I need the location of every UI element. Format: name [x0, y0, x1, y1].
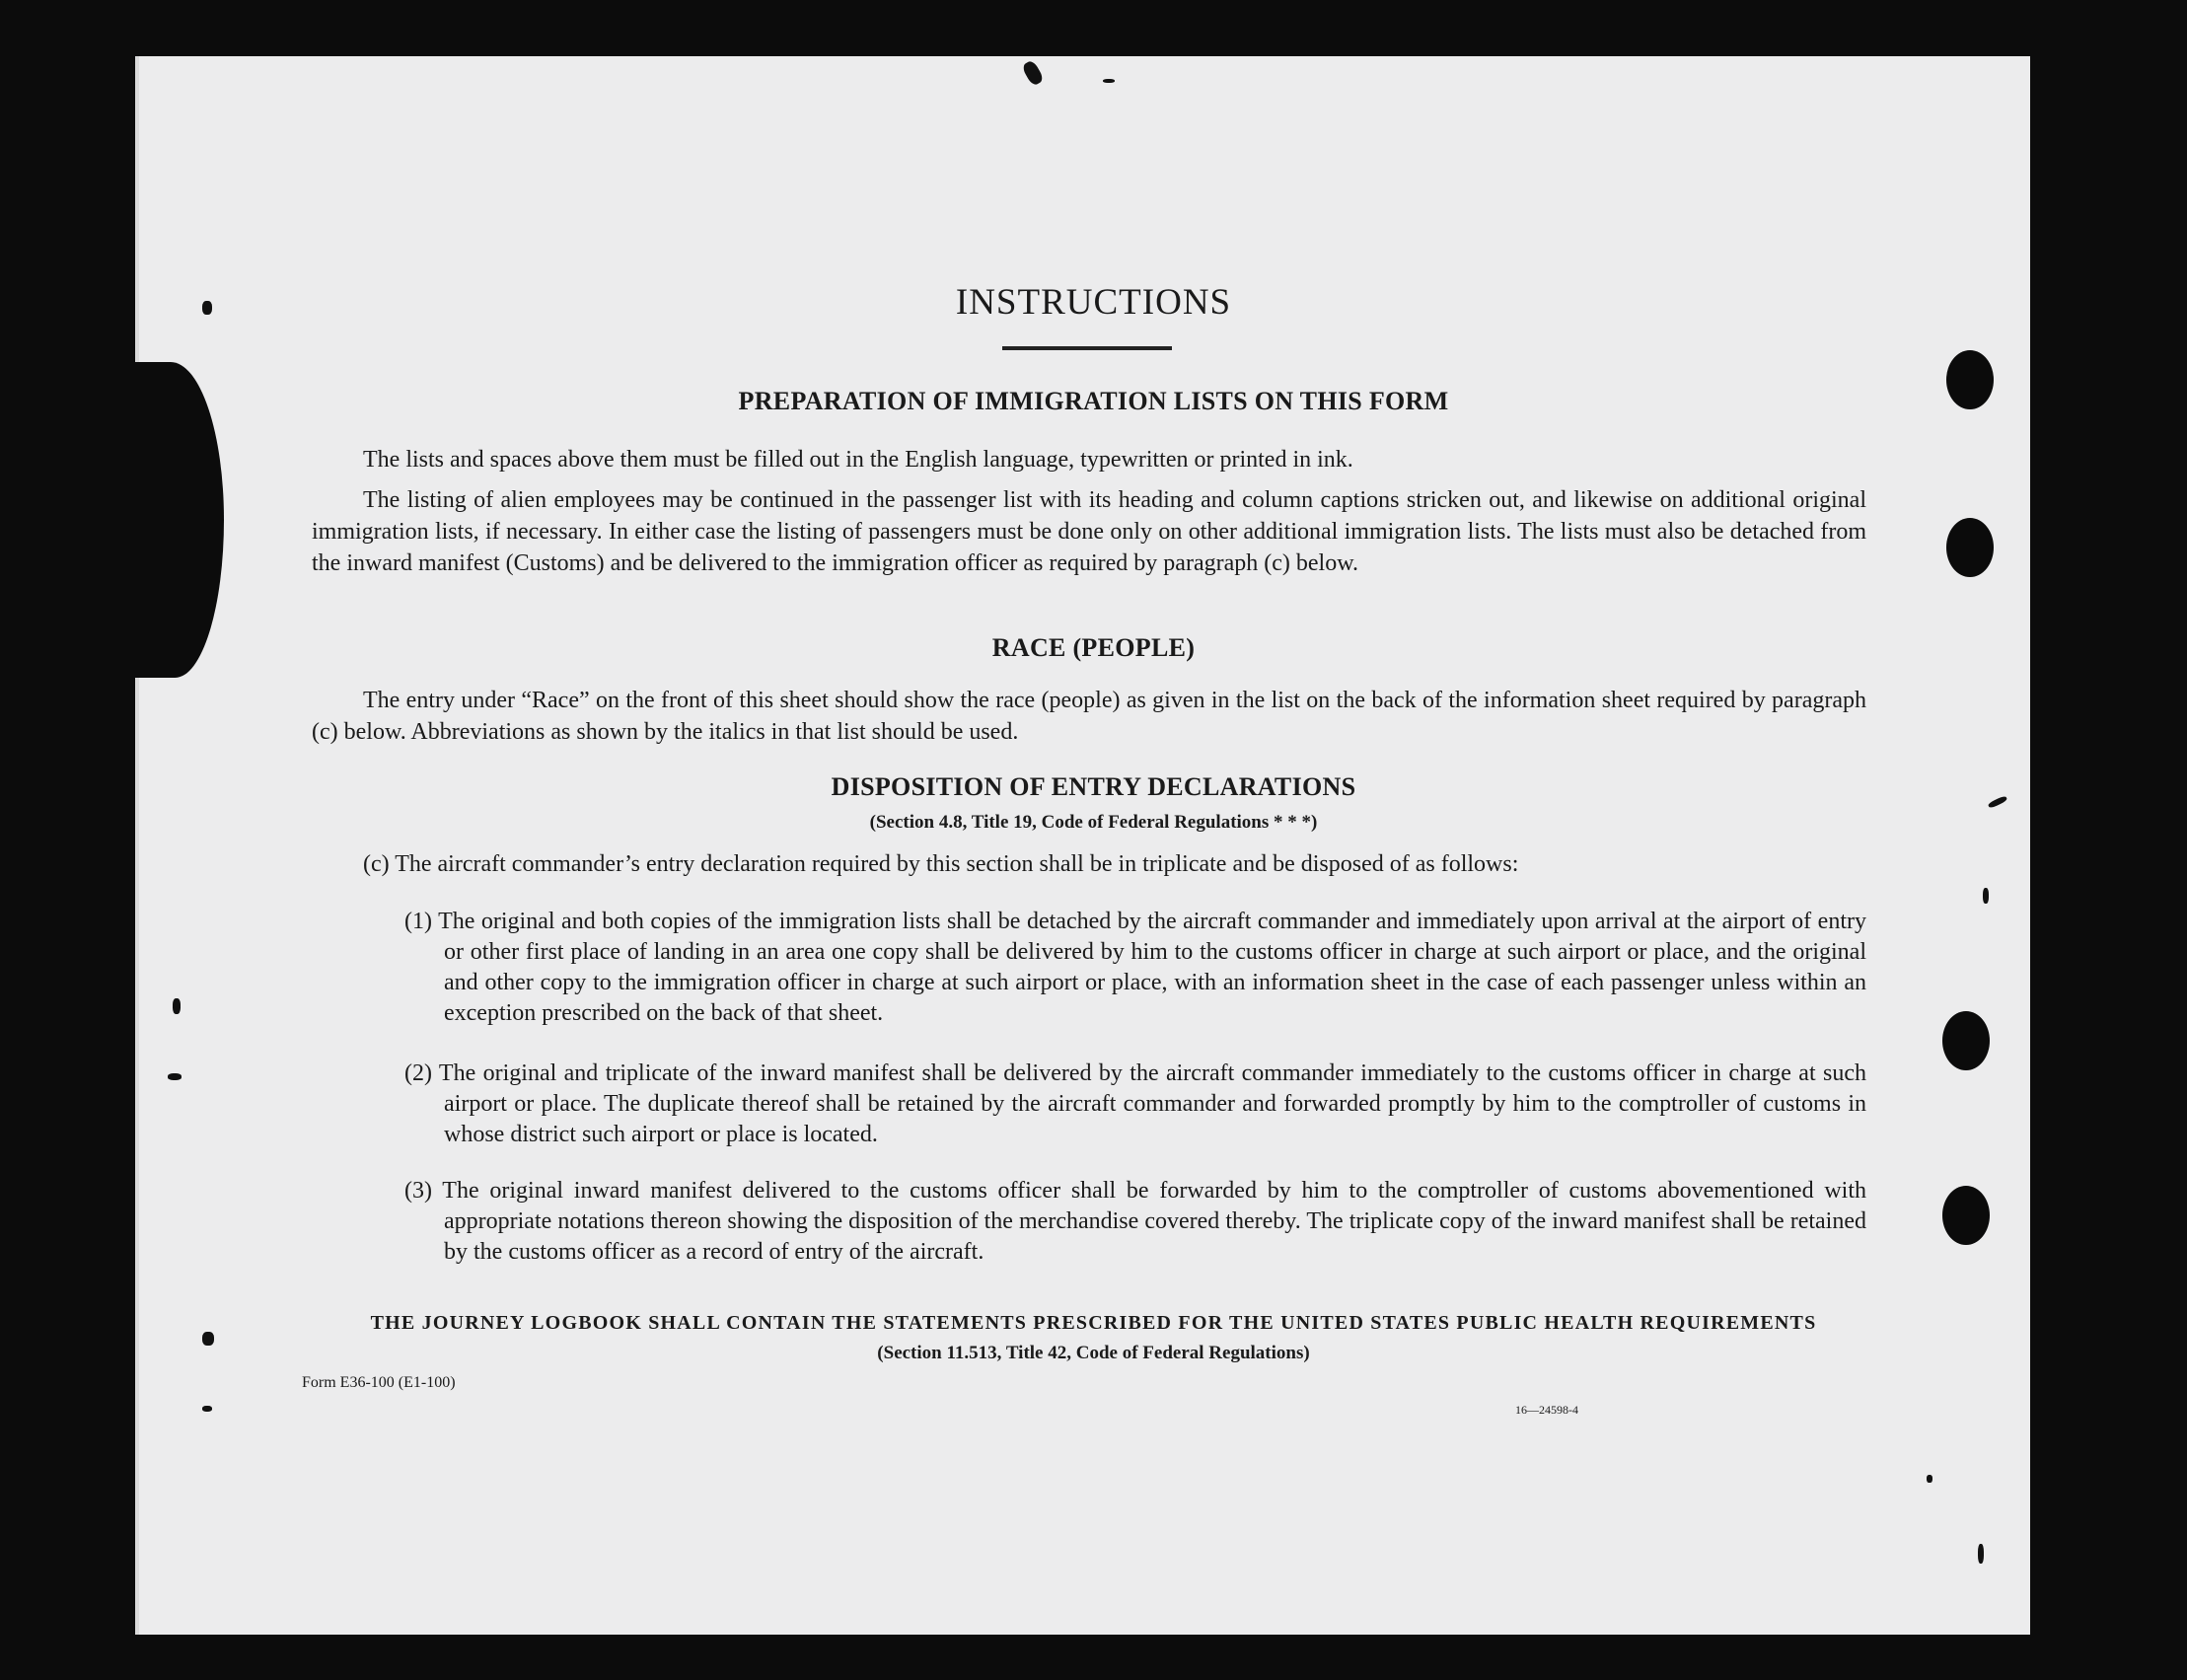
- ink-speck: [1983, 888, 1989, 904]
- preparation-heading: PREPARATION OF IMMIGRATION LISTS ON THIS FORM: [738, 387, 1449, 415]
- footer-citation: (Section 11.513, Title 42, Code of Federal Regulations): [877, 1343, 1310, 1363]
- ink-speck: [1978, 1544, 1984, 1564]
- punch-hole-4: [1942, 1186, 1990, 1245]
- punch-hole-2: [1946, 518, 1994, 577]
- ink-speck: [202, 1406, 212, 1412]
- disposition-heading: DISPOSITION OF ENTRY DECLARATIONS: [831, 772, 1356, 801]
- ink-speck: [168, 1073, 182, 1080]
- footer-statement: THE JOURNEY LOGBOOK SHALL CONTAIN THE STATEMENTS PRESCRIBED FOR THE UNITED STATES PUBLIC HEALTH REQUIREMENTS: [370, 1312, 1817, 1334]
- ink-speck: [1927, 1475, 1932, 1483]
- race-paragraph: The entry under “Race” on the front of this sheet should show the race (people) as given in the list on the back of the information sheet required by paragraph (c) below. Abbreviations as shown by the italics in that list should be used.: [312, 688, 1866, 745]
- print-code: 16—24598-4: [1515, 1403, 1578, 1417]
- ink-speck: [1103, 79, 1115, 83]
- disposition-item-1: (1) The original and both copies of the immigration lists shall be detached by the aircraft commander and immediately upon arrival at the airport of entry or other first place of landing in an area one copy shall be delivered by him to the customs officer in charge at such airport or place, and the original and other copy to the immigration officer in charge at such airport or place, with an information sheet in the case of each passenger unless within an exception prescribed on the back of that sheet.: [404, 909, 1866, 1026]
- punch-hole-3: [1942, 1011, 1990, 1070]
- disposition-item-2: (2) The original and triplicate of the inward manifest shall be delivered by the aircraft commander immediately to the customs officer in charge at such airport or place. The duplicate thereof shall be retained by the aircraft commander and forwarded promptly by him to the comptroller of customs in whose district such airport or place is located.: [404, 1060, 1866, 1147]
- ink-speck: [173, 998, 181, 1014]
- disposition-intro: (c) The aircraft commander’s entry declaration required by this section shall be in triplicate and be disposed of as follows:: [363, 851, 1519, 877]
- disposition-citation: (Section 4.8, Title 19, Code of Federal Regulations * * *): [869, 812, 1318, 833]
- title-underline: [1002, 346, 1172, 350]
- preparation-paragraph-1: The lists and spaces above them must be filled out in the English language, typewritten or printed in ink.: [363, 447, 1353, 473]
- disposition-item-3: (3) The original inward manifest delivered to the customs officer shall be forwarded by him to the comptroller of customs abovementioned with appropriate notations thereon showing the disposition of the merchandise covered thereby. The triplicate copy of the inward manifest shall be retained by the customs officer as a record of entry of the aircraft.: [404, 1178, 1866, 1265]
- preparation-paragraph-2: The listing of alien employees may be continued in the passenger list with its heading and column captions stricken out, and likewise on additional original immigration lists, if necessary. In either case the listing of passengers must be done only on other additional immigration lists. The lists must also be detached from the inward manifest (Customs) and be delivered to the immigration officer as required by paragraph (c) below.: [312, 487, 1866, 576]
- race-heading: RACE (PEOPLE): [991, 633, 1196, 662]
- document-title: INSTRUCTIONS: [955, 282, 1232, 323]
- form-number: Form E36-100 (E1-100): [302, 1374, 456, 1391]
